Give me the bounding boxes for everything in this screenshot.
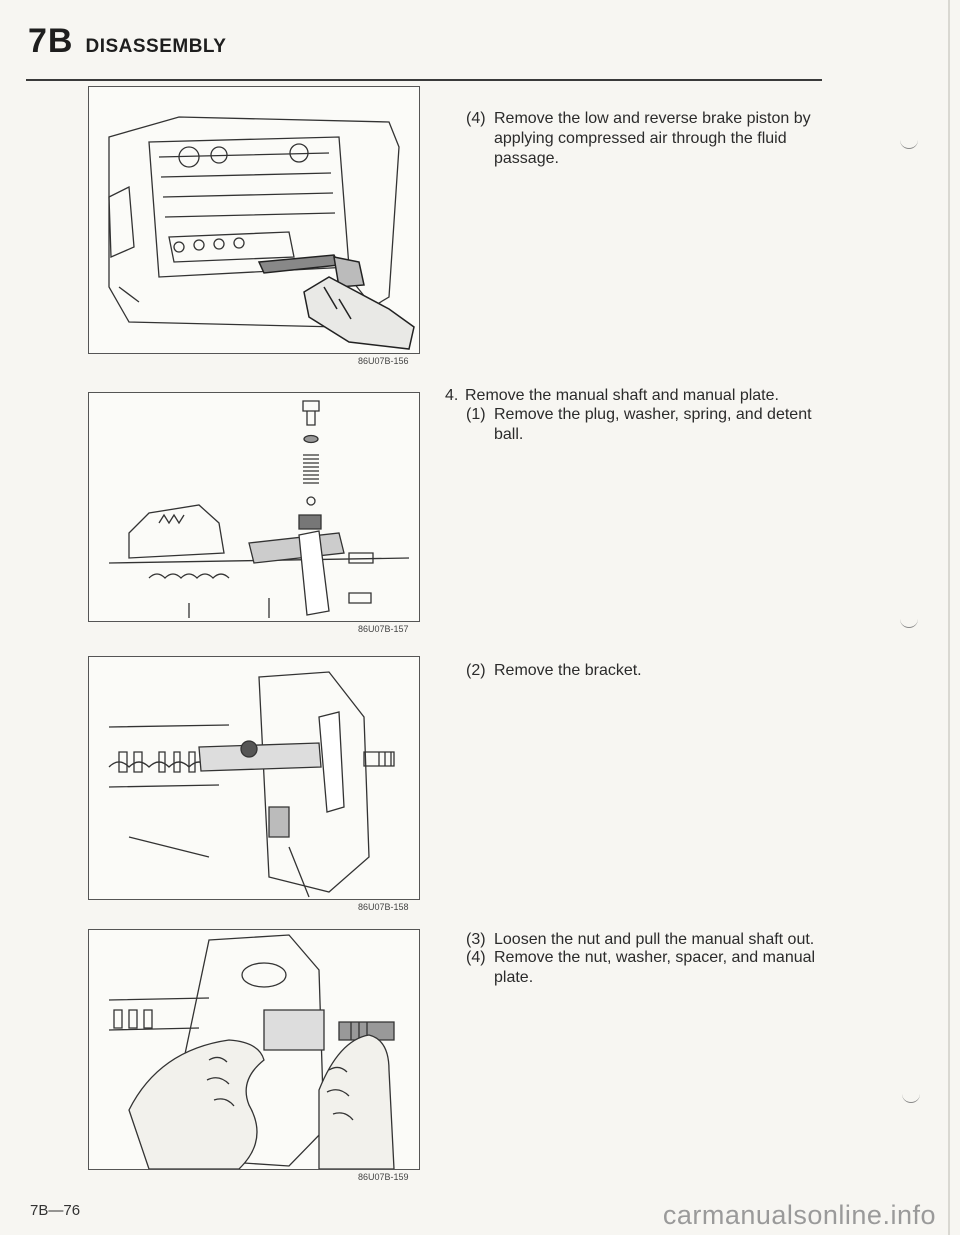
step-number: (3) <box>466 931 486 948</box>
figure-manual-shaft <box>88 929 420 1170</box>
step-number: (4) <box>466 949 486 966</box>
detent-parts-illustration <box>89 393 419 621</box>
step-text: Loosen the nut and pull the manual shaft out. <box>494 931 815 948</box>
step-remove-bracket <box>466 661 826 681</box>
step-text: Remove the low and reverse brake piston by applying compressed air through the fluid passage. <box>494 110 811 167</box>
margin-mark <box>902 1092 920 1103</box>
section-title: DISASSEMBLY <box>85 36 227 57</box>
header-rule <box>26 79 822 81</box>
page-header <box>28 22 226 61</box>
air-gun-illustration <box>89 87 419 353</box>
bracket-illustration <box>89 657 419 899</box>
figure-bracket <box>88 656 420 900</box>
step-remove-brake-piston <box>466 109 826 169</box>
step-number: (2) <box>466 662 486 679</box>
section-number: 7B <box>28 22 74 60</box>
step-loosen-nut <box>466 930 832 950</box>
step-text: Remove the manual shaft and manual plate. <box>465 387 779 404</box>
step-text: Remove the nut, washer, spacer, and manual plate. <box>494 949 816 986</box>
step-text: Remove the bracket. <box>494 662 642 679</box>
page-number: 7B—76 <box>30 1202 81 1219</box>
page-edge-shadow <box>948 0 950 1235</box>
figure-detent-parts <box>88 392 420 622</box>
step-remove-plug <box>466 405 828 445</box>
step-number: 4. <box>445 387 459 404</box>
margin-mark <box>900 138 918 149</box>
figure-code: 86U07B-157 <box>358 624 409 634</box>
watermark-text: carmanualsonline.info <box>662 1200 936 1230</box>
step-remove-nut <box>466 948 832 988</box>
step-text: Remove the plug, washer, spring, and detent ball. <box>494 406 812 443</box>
manual-shaft-illustration <box>89 930 419 1169</box>
step-remove-manual-shaft <box>445 386 825 406</box>
step-number: (1) <box>466 406 486 423</box>
figure-code: 86U07B-159 <box>358 1172 409 1182</box>
margin-mark <box>900 617 918 628</box>
figure-air-gun <box>88 86 420 354</box>
step-number: (4) <box>466 110 486 127</box>
figure-code: 86U07B-158 <box>358 902 409 912</box>
figure-code: 86U07B-156 <box>358 356 409 366</box>
